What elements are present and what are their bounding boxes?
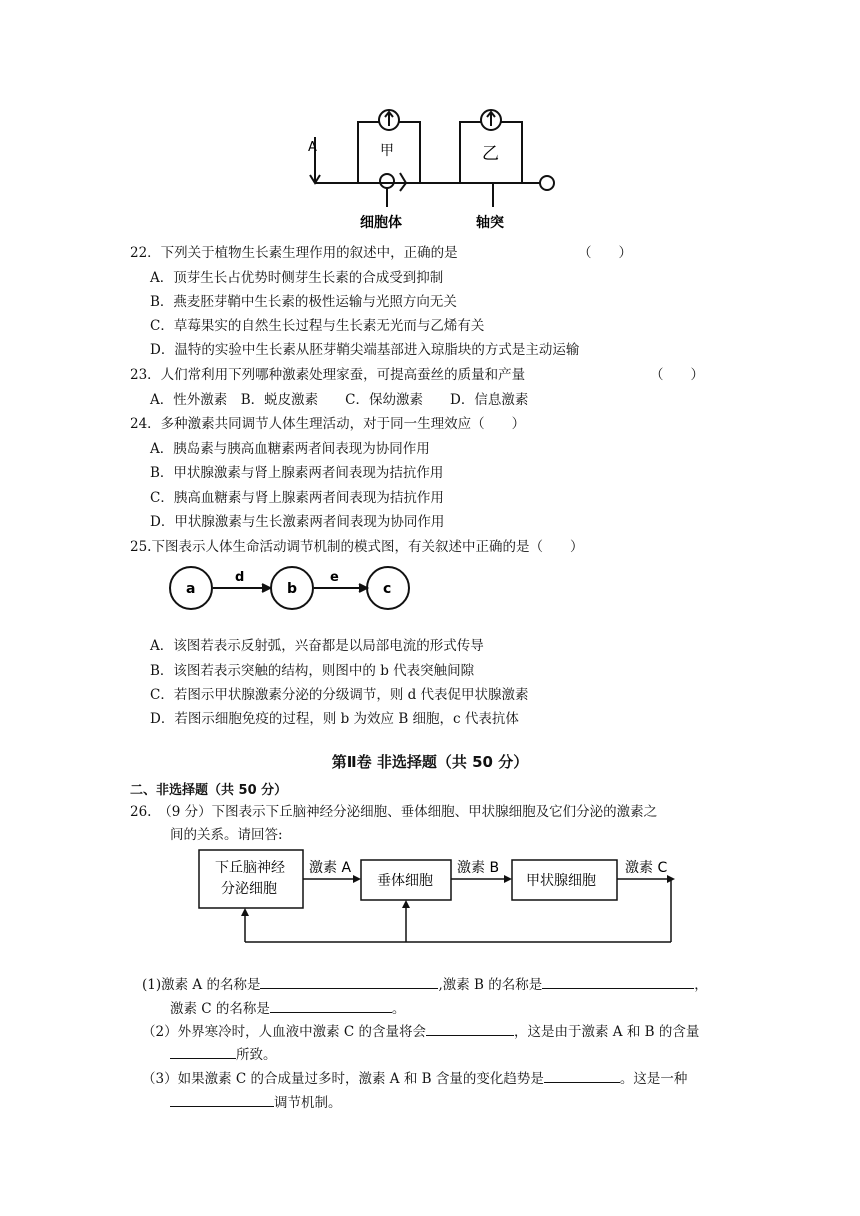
q25-option-b: B．该图若表示突触的结构，则图中的 b 代表突触间隙 xyxy=(150,663,475,679)
part2-title: 第Ⅱ卷 非选择题（共 50 分） xyxy=(331,753,529,771)
answer-blank-hormone-b[interactable] xyxy=(542,974,694,989)
q25-option-c: C．若图示甲状腺激素分泌的分级调节，则 d 代表促甲状腺激素 xyxy=(150,687,529,703)
q22-stem: 22．下列关于植物生长素生理作用的叙述中，正确的是 xyxy=(130,245,458,261)
label-jia: 甲 xyxy=(380,143,394,159)
hormone-c-label: 激素 C xyxy=(625,860,668,876)
label-cell-body: 细胞体 xyxy=(360,215,402,231)
q24-option-c: C．胰高血糖素与肾上腺素两者间表现为拮抗作用 xyxy=(150,490,444,506)
q24-stem: 24．多种激素共同调节人体生理活动，对于同一生理效应（ ） xyxy=(130,416,526,432)
label-a: A xyxy=(308,140,317,155)
label-yi: 乙 xyxy=(482,144,499,164)
box-hypothalamus-line1: 下丘脑神经 xyxy=(215,860,285,876)
q22-option-b: B．燕麦胚芽鞘中生长素的极性运输与光照方向无关 xyxy=(150,294,457,310)
answer-blank-trend[interactable] xyxy=(544,1068,620,1083)
q22-option-a: A．顶芽生长占优势时侧芽生长素的合成受到抑制 xyxy=(150,270,444,286)
edge-d: d xyxy=(235,570,245,585)
answer-blank-hormone-a[interactable] xyxy=(260,974,438,989)
q22-option-c: C．草莓果实的自然生长过程与生长素无光而与乙烯有关 xyxy=(150,318,485,334)
answer-blank-mechanism[interactable] xyxy=(170,1092,274,1107)
hormone-a-label: 激素 A xyxy=(309,860,352,876)
node-b: b xyxy=(287,581,298,597)
q23-options: A．性外激素 B．蜕皮激素 C．保幼激素 D．信息激素 xyxy=(150,392,529,408)
q26-sub2-line2: 所致。 xyxy=(170,1044,277,1064)
box-thyroid: 甲状腺细胞 xyxy=(526,873,596,889)
q23-stem: 23．人们常利用下列哪种激素处理家蚕，可提高蚕丝的质量和产量 xyxy=(130,367,526,383)
answer-blank-cold-change[interactable] xyxy=(426,1021,514,1036)
section-heading: 二、非选择题（共 50 分） xyxy=(130,783,288,798)
q24-option-a: A．胰岛素与胰高血糖素两者间表现为协同作用 xyxy=(150,441,430,457)
q24-option-b: B．甲状腺激素与肾上腺素两者间表现为拮抗作用 xyxy=(150,465,444,481)
node-a: a xyxy=(186,581,196,597)
edge-e: e xyxy=(330,570,339,585)
q24-option-d: D．甲状腺激素与生长激素两者间表现为协同作用 xyxy=(150,514,445,530)
box-hypothalamus-line2: 分泌细胞 xyxy=(221,881,277,897)
q25-option-d: D．若图示细胞免疫的过程，则 b 为效应 B 细胞，c 代表抗体 xyxy=(150,711,519,727)
q26-sub2-line1: （2）外界寒冷时，人血液中激素 C 的含量将会 ，这是由于激素 A 和 B 的含量 xyxy=(142,1021,699,1041)
label-axon: 轴突 xyxy=(476,215,504,231)
q26-sub1-line2: 激素 C 的名称是 。 xyxy=(170,998,405,1018)
q26-sub3-line2: 调节机制。 xyxy=(170,1092,342,1112)
q26-stem-1: 26. （9 分）下图表示下丘脑神经分泌细胞、垂体细胞、甲状腺细胞及它们分泌的激素之 xyxy=(130,804,658,820)
q26-diagram xyxy=(195,848,685,948)
q25-stem: 25.下图表示人体生命活动调节机制的模式图，有关叙述中正确的是（ ） xyxy=(130,539,584,555)
hormone-b-label: 激素 B xyxy=(457,860,500,876)
answer-blank-ab-change[interactable] xyxy=(170,1044,236,1059)
q26-stem-2: 间的关系。请回答: xyxy=(170,827,283,843)
q26-sub1-line1: (1)激素 A 的名称是 ,激素 B 的名称是 ， xyxy=(142,974,708,994)
answer-blank-hormone-c[interactable] xyxy=(270,998,392,1013)
node-c: c xyxy=(383,581,392,597)
q23-paren: （ ） xyxy=(650,367,704,383)
q25-option-a: A．该图若表示反射弧，兴奋都是以局部电流的形式传导 xyxy=(150,638,484,654)
box-pituitary: 垂体细胞 xyxy=(377,873,433,889)
neuron-figure xyxy=(300,95,560,240)
q25-diagram xyxy=(165,565,425,615)
q26-sub3-line1: （3）如果激素 C 的合成量过多时，激素 A 和 B 含量的变化趋势是 。这是一种 xyxy=(142,1068,687,1088)
q22-paren: （ ） xyxy=(578,245,632,261)
q22-option-d: D．温特的实验中生长素从胚芽鞘尖端基部进入琼脂块的方式是主动运输 xyxy=(150,342,580,358)
